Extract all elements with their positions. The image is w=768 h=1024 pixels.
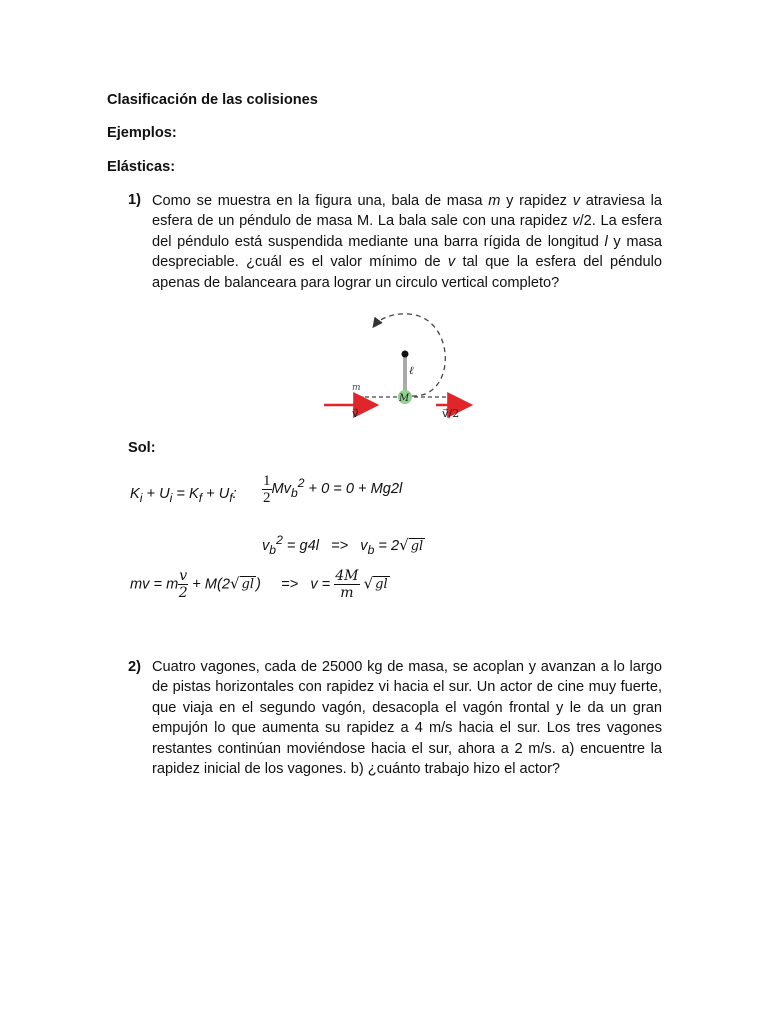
problem2-text: Cuatro vagones, cada de 25000 kg de masa, se acoplan y avanzan a lo largo de pistas horizontales con rapidez vi hacia el sur. Un actor de cine muy fuerte, que viaja en el segundo vagón, desacopla el vagón frontal y le da un gran empujón lo que aumenta su rapidez a 4 m/s hacia el sur. Los tres vagones restantes continúan moviéndose hacia el sur, ahora a 2 m/s. a) encuentre la rapidez inicial de los vagones. b) ¿cuánto trabajo hizo el actor?: [152, 659, 662, 778]
label-v-half: v⃗/2: [442, 407, 460, 420]
vb-equation: $v_b^2 = g4l => v_b = 2√$ gl: [262, 533, 424, 557]
examples-heading: Ejemplos:: [107, 125, 177, 141]
pendulum-figure: [318, 306, 478, 426]
problem1-text: Como se muestra en la figura una, bala de masa m y rapidez v atraviesa la esfera de un péndulo de masa M. La bala sale con una rapidez v/2. La esfera del péndulo está suspendida mediante una barra rígida de longitud l y masa despreciable. ¿cuál es el valor mínimo de v tal que la esfera del péndulo apenas de balanceara para lograr un circulo vertical completo?: [152, 193, 663, 291]
bullet-icon: [354, 394, 364, 400]
momentum-equation: mv = m $\frac{v}{2}$ + M(2√ gl ) => v = $\frac{4M}{m}$ √ gl: [130, 568, 388, 601]
label-m: m: [352, 383, 361, 393]
label-M: M: [399, 393, 410, 404]
energy-conservation-left: $K_i + U_i = K_f + U_f$:: [130, 486, 237, 505]
circular-path: [374, 314, 445, 396]
label-l: ℓ: [409, 364, 414, 377]
pivot: [402, 351, 409, 358]
solution-label: Sol:: [128, 440, 156, 456]
label-v: v⃗: [352, 407, 359, 420]
energy-conservation-right: $\frac{1}{2}$ $Mv_b^2 + 0 = 0 + Mg2l$: [263, 473, 403, 506]
pendulum-rod: [403, 354, 407, 394]
document-title: Clasificación de las colisiones: [107, 92, 318, 108]
problem2-number: 2): [128, 659, 141, 675]
problem1-number: 1): [128, 192, 141, 208]
elastic-heading: Elásticas:: [107, 159, 176, 175]
